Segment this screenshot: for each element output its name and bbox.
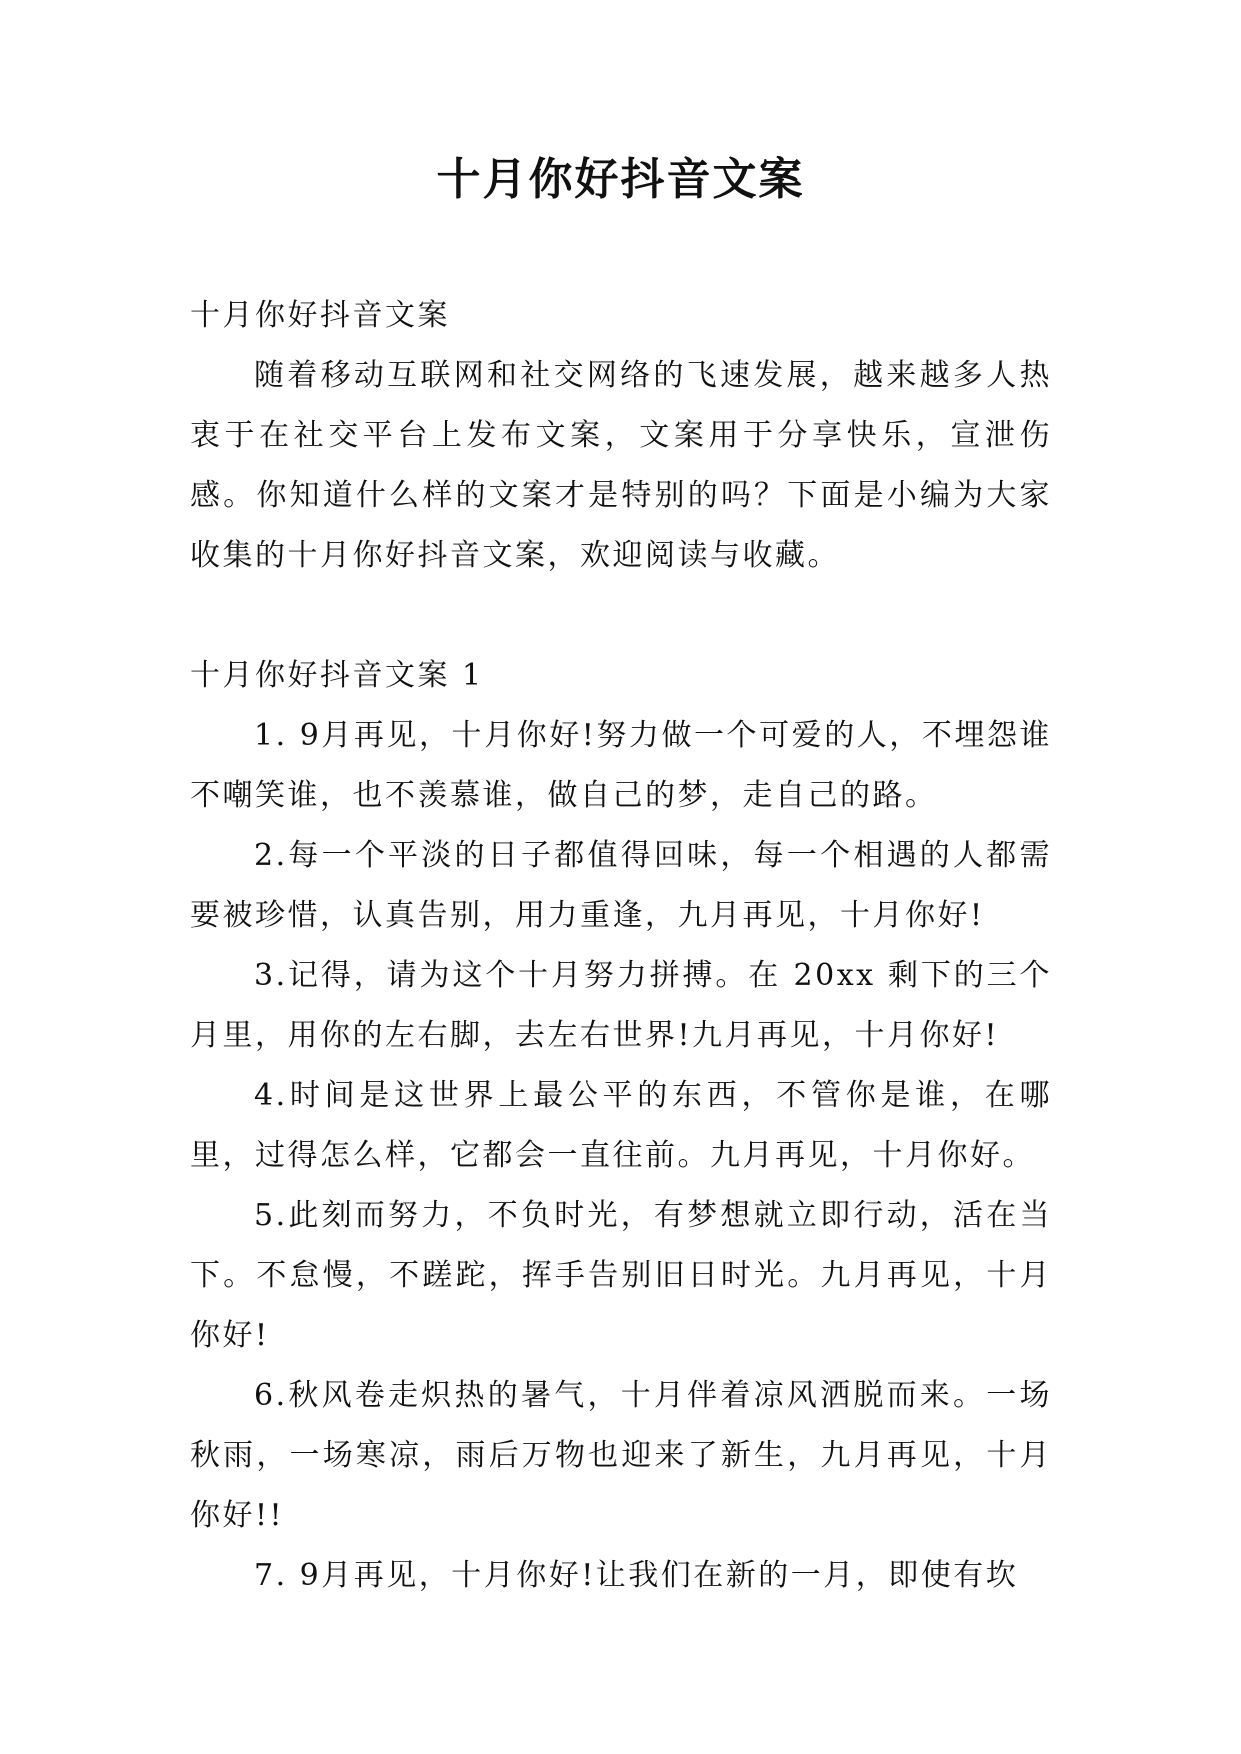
intro-heading: 十月你好抖音文案	[190, 298, 450, 333]
document-title: 十月你好抖音文案	[436, 154, 805, 205]
section-spacer	[190, 586, 1052, 646]
document-body	[190, 286, 1052, 1606]
section-heading: 十月你好抖音文案 1	[190, 658, 484, 693]
list-item-4: 4.时间是这世界上最公平的东西，不管你是谁，在哪里，过得怎么样，它都会一直往前。九月再见，十月你好。	[190, 1078, 1052, 1173]
list-item-3: 3.记得，请为这个十月努力拼搏。在 20xx 剩下的三个月里，用你的左右脚，去左右世界!九月再见，十月你好!	[190, 958, 1052, 1053]
list-item-2: 2.每一个平淡的日子都值得回味，每一个相遇的人都需要被珍惜，认真告别，用力重逢，九月再见，十月你好!	[190, 838, 1052, 933]
list-item-7: 7. 9月再见，十月你好!让我们在新的一月，即使有坎	[254, 1558, 1019, 1593]
list-item-6: 6.秋风卷走炽热的暑气，十月伴着凉风洒脱而来。一场秋雨，一场寒凉，雨后万物也迎来了新生，九月再见，十月你好!!	[190, 1378, 1052, 1533]
intro-paragraph: 随着移动互联网和社交网络的飞速发展，越来越多人热衷于在社交平台上发布文案，文案用于分享快乐，宣泄伤感。你知道什么样的文案才是特别的吗？下面是小编为大家收集的十月你好抖音文案，欢迎阅读与收藏。	[190, 358, 1052, 573]
list-item-5: 5.此刻而努力，不负时光，有梦想就立即行动，活在当下。不怠慢，不蹉跎，挥手告别旧日时光。九月再见，十月你好!	[190, 1198, 1052, 1353]
list-item-1: 1. 9月再见，十月你好!努力做一个可爱的人，不埋怨谁不嘲笑谁，也不羡慕谁，做自己的梦，走自己的路。	[190, 718, 1052, 813]
